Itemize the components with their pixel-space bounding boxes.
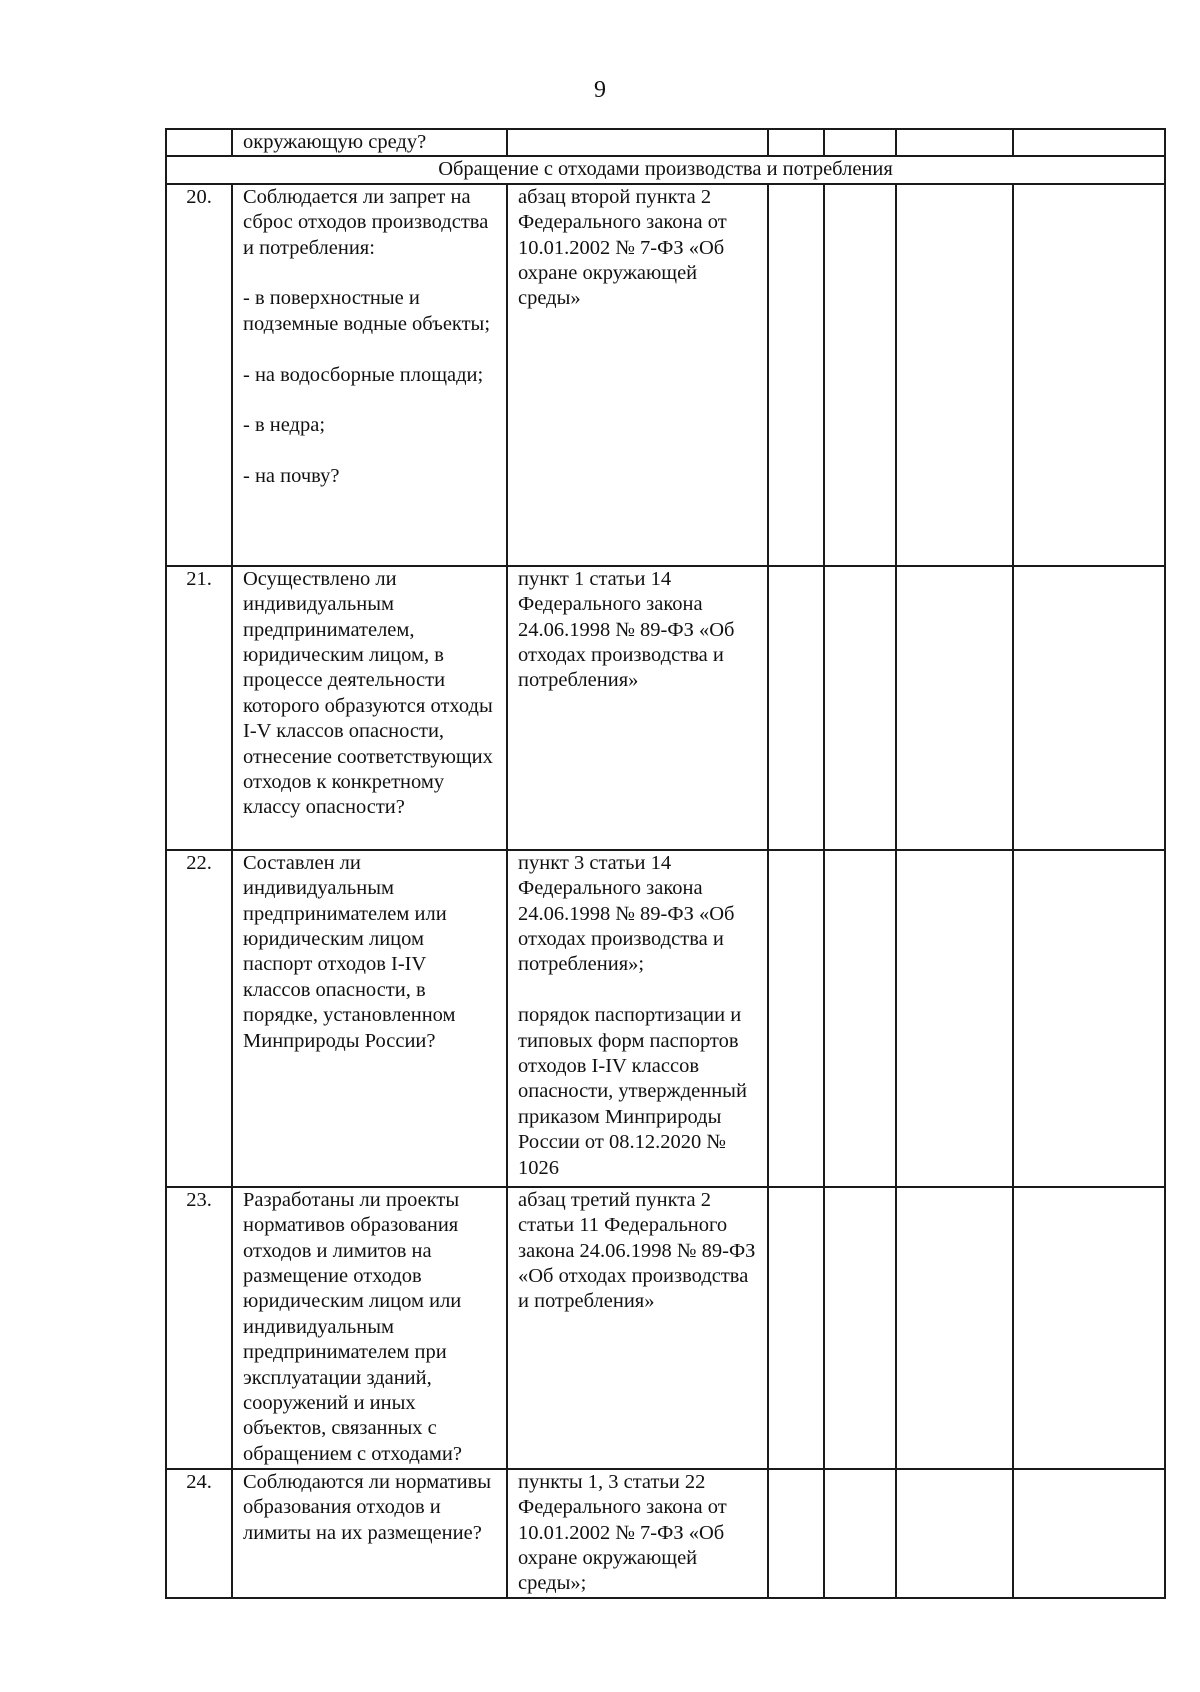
- answer-yes-cell: [768, 129, 824, 156]
- note-cell: [1013, 850, 1165, 1187]
- question-text: - в поверхностные и подземные водные объекты;: [243, 287, 491, 335]
- answer-no-cell: [824, 566, 896, 850]
- checklist-table: [165, 128, 1166, 1599]
- reference-text: порядок паспортизации и типовых форм паспортов отходов I-IV классов опасности, утвержденный приказом Минприроды России от 08.12.2020 № 1026: [518, 1004, 747, 1179]
- row-number: 20.: [166, 184, 232, 566]
- answer-yes-cell: [768, 566, 824, 850]
- answer-yes-cell: [768, 1469, 824, 1598]
- section-header-row: [166, 156, 1165, 183]
- reference-cell: [507, 566, 768, 850]
- section-title: Обращение с отходами производства и потребления: [166, 156, 1165, 183]
- reference-text: пункты 1, 3 статьи 22 Федерального закона от 10.01.2002 № 7-ФЗ «Об охране окружающей среды»;: [518, 1470, 727, 1595]
- table-row: [166, 184, 1165, 566]
- page-number: 9: [594, 77, 606, 103]
- answer-no-cell: [824, 850, 896, 1187]
- table-row: [166, 1187, 1165, 1469]
- question-cell: [232, 850, 507, 1187]
- row-number: 23.: [166, 1187, 232, 1469]
- question-text: - в недра;: [243, 414, 326, 437]
- question-cell: [232, 566, 507, 850]
- question-text: окружающую среду?: [243, 131, 427, 153]
- number-cell: [166, 129, 232, 156]
- question-text: Разработаны ли проекты нормативов образования отходов и лимитов на размещение отходов юридическим лицом или индивидуальным предпринимателем при эксплуатации зданий, сооружений и иных объектов, связанных с обращением с отходами?: [243, 1188, 462, 1465]
- table-row: [166, 850, 1165, 1187]
- answer-no-cell: [824, 1469, 896, 1598]
- table-row-continuation: [166, 129, 1165, 156]
- reference-text: абзац третий пункта 2 статьи 11 Федерального закона 24.06.1998 № 89-ФЗ «Об отходах производства и потребления»: [518, 1188, 756, 1313]
- answer-na-cell: [896, 1187, 1013, 1469]
- answer-yes-cell: [768, 850, 824, 1187]
- question-cell: [232, 1469, 507, 1598]
- table-row: [166, 1469, 1165, 1598]
- question-cell: [232, 184, 507, 566]
- question-text: Соблюдается ли запрет на сброс отходов производства и потребления:: [243, 185, 489, 259]
- answer-yes-cell: [768, 184, 824, 566]
- reference-cell: [507, 1469, 768, 1598]
- row-number: 21.: [166, 566, 232, 850]
- answer-no-cell: [824, 1187, 896, 1469]
- question-text: Осуществлено ли индивидуальным предпринимателем, юридическим лицом, в процессе деятельности которого образуются отходы I-V классов опасности, отнесение соответствующих отходов к конкретному классу опасности?: [243, 567, 493, 819]
- note-cell: [1013, 184, 1165, 566]
- note-cell: [1013, 1469, 1165, 1598]
- reference-text: пункт 3 статьи 14 Федерального закона 24.06.1998 № 89-ФЗ «Об отходах производства и потребления»;: [518, 851, 735, 976]
- question-text: Соблюдаются ли нормативы образования отходов и лимиты на их размещение?: [243, 1470, 492, 1544]
- answer-na-cell: [896, 129, 1013, 156]
- question-text: - на почву?: [243, 465, 340, 488]
- reference-text: абзац второй пункта 2 Федерального закона от 10.01.2002 № 7-ФЗ «Об охране окружающей среды»: [518, 185, 727, 310]
- question-cell: [232, 129, 507, 156]
- answer-na-cell: [896, 1469, 1013, 1598]
- reference-cell: [507, 184, 768, 566]
- reference-cell: [507, 850, 768, 1187]
- answer-na-cell: [896, 184, 1013, 566]
- note-cell: [1013, 1187, 1165, 1469]
- answer-yes-cell: [768, 1187, 824, 1469]
- answer-no-cell: [824, 184, 896, 566]
- question-text: Составлен ли индивидуальным предпринимателем или юридическим лицом паспорт отходов I-IV классов опасности, в порядке, установленном Минприроды России?: [243, 851, 456, 1052]
- question-cell: [232, 1187, 507, 1469]
- table-row: [166, 566, 1165, 850]
- question-text: - на водосборные площади;: [243, 363, 484, 386]
- reference-cell: [507, 129, 768, 156]
- reference-cell: [507, 1187, 768, 1469]
- note-cell: [1013, 129, 1165, 156]
- answer-na-cell: [896, 566, 1013, 850]
- row-number: 24.: [166, 1469, 232, 1598]
- reference-text: пункт 1 статьи 14 Федерального закона 24.06.1998 № 89-ФЗ «Об отходах производства и потребления»: [518, 567, 735, 692]
- answer-no-cell: [824, 129, 896, 156]
- row-number: 22.: [166, 850, 232, 1187]
- answer-na-cell: [896, 850, 1013, 1187]
- note-cell: [1013, 566, 1165, 850]
